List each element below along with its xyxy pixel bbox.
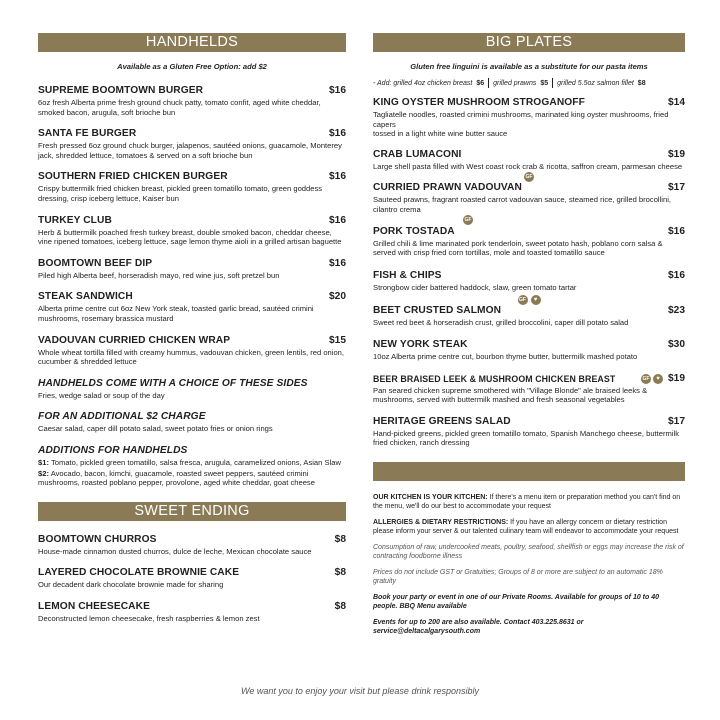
additions-title: ADDITIONS FOR HANDHELDS	[38, 444, 188, 456]
footer-note: We want you to enjoy your visit but please drink responsibly	[241, 686, 479, 696]
additions-1-label: $1:	[38, 457, 49, 467]
item-price: $19	[668, 148, 685, 160]
item-price: $16	[329, 171, 346, 183]
item-description: Herb & buttermilk poached fresh turkey breast, double smoked bacon, cheddar cheese, vine ripened tomatoes, iceberg lettuce, sage lemon thyme aioli in a grilled artisan baguette	[38, 227, 342, 247]
divider	[552, 78, 553, 88]
item-description: Alberta prime centre cut 6oz New York steak, toasted garlic bread, sautéed crimini mushrooms, rosemary brassica mustard	[38, 304, 314, 323]
addon-prawns: grilled prawns	[493, 79, 537, 87]
left-column	[38, 0, 346, 623]
info-section	[373, 493, 685, 636]
menu-item	[373, 97, 685, 139]
menu-item	[373, 373, 685, 405]
item-name: LAYERED CHOCOLATE BROWNIE CAKE	[38, 567, 240, 579]
item-description: 6oz fresh Alberta prime fresh ground chuck patty, tomato confit, aged white cheddar, smoked bacon, arugula, soft brioche bun	[38, 98, 321, 117]
addon-chicken-price: $6	[476, 79, 485, 87]
item-description-extra: tossed in a light white wine butter sauce	[373, 129, 508, 139]
item-description: Our decadent dark chocolate brownie made for sharing	[38, 580, 224, 590]
menu-item	[38, 128, 346, 160]
gluten-free-icon: GF	[525, 173, 533, 180]
badges	[373, 294, 685, 305]
item-name: SUPREME BOOMTOWN BURGER	[38, 85, 204, 96]
item-name: SANTA FE BURGER	[38, 128, 137, 140]
badges	[373, 215, 685, 226]
menu-item	[38, 258, 346, 281]
booking-note: Book your party or event in one of our Private Rooms. Available for groups of 10 to 40 people. BBQ Menu available	[373, 593, 660, 610]
item-price: $17	[668, 182, 685, 194]
gluten-free-icon: GF	[642, 375, 650, 382]
addon-prawns-price: $5	[540, 79, 549, 87]
menu-item	[373, 305, 685, 328]
item-price: $16	[668, 225, 685, 237]
menu-item	[38, 601, 346, 624]
item-price: $17	[668, 415, 685, 427]
item-name: STEAK SANDWICH	[38, 291, 133, 303]
item-description: House-made cinnamon dusted churros, dulce de leche, Mexican chocolate sauce	[38, 546, 312, 556]
item-name: CRAB LUMACONI	[373, 148, 462, 160]
item-name: PORK TOSTADA	[373, 225, 455, 237]
gluten-free-icon: GF	[519, 296, 526, 303]
additions-2	[38, 469, 346, 488]
handhelds-gluten-note: Available as a Gluten Free Option: add $2	[117, 62, 267, 71]
additions-2-label: $2:	[38, 468, 49, 478]
item-description: Sauteed prawns, fragrant roasted carrot vadouvan sauce, steamed rice, grilled brocollini, cilantro crema	[373, 195, 672, 214]
heart-icon: ♥	[653, 374, 663, 384]
item-name: SOUTHERN FRIED CHICKEN BURGER	[38, 171, 228, 183]
item-description: Hand-picked greens, pickled green tomatillo tomato, Spanish Manchego cheese, buttermilk fried chicken, ranch dressing	[373, 428, 680, 448]
menu-item	[373, 270, 685, 293]
item-name: BOOMTOWN BEEF DIP	[38, 257, 153, 269]
additions-2-text: Avocado, bacon, kimchi, guacamole, roasted sweet peppers, sautéed crimini mushrooms, roasted poblano pepper, provolone, aged white cheddar, goat cheese	[38, 468, 315, 488]
item-price: $20	[329, 291, 346, 303]
item-name: HERITAGE GREENS SALAD	[373, 415, 511, 427]
menu-item	[38, 291, 346, 323]
sides-block	[38, 378, 346, 401]
charge-block	[38, 411, 346, 434]
item-price: $16	[329, 257, 346, 269]
item-price: $8	[334, 600, 346, 612]
big-plates-header: BIG PLATES	[373, 33, 685, 52]
menu-item	[38, 85, 346, 117]
menu-item	[373, 182, 685, 214]
item-price: $16	[668, 269, 685, 281]
item-price: $19	[668, 372, 685, 384]
item-description: Crispy buttermilk fried chicken breast, pickled green tomatillo tomato, green goddess dressing, crisp iceberg lettuce, Kaiser bun	[38, 184, 323, 203]
menu-item	[373, 339, 685, 362]
item-name: FISH & CHIPS	[373, 269, 442, 281]
item-description: Fresh pressed 6oz ground chuck burger, jalapenos, sautéed onions, guacamole, Monterey jack, shredded lettuce, tomatoes & served on a soft brioche bun	[38, 141, 342, 160]
right-column	[373, 0, 685, 643]
big-plates-pasta-note: Gluten free linguini is available as a substitute for our pasta items	[410, 62, 648, 71]
menu-item	[373, 149, 685, 172]
sweet-ending-header: SWEET ENDING	[38, 502, 346, 521]
item-name: VADOUVAN CURRIED CHICKEN WRAP	[38, 334, 231, 346]
menu-item	[38, 215, 346, 247]
item-price: $16	[329, 214, 346, 226]
item-price: $14	[668, 97, 685, 108]
item-name: NEW YORK STEAK	[373, 338, 468, 350]
consumption-warning: Consumption of raw, undercooked meats, poultry, seafood, shellfish or eggs may increase the risk of contracting foodborne illness	[373, 543, 684, 560]
badges	[373, 171, 685, 182]
sides-title: HANDHELDS COME WITH A CHOICE OF THESE SIDES	[38, 377, 308, 389]
item-description: Large shell pasta filled with West coast rock crab & ricotta, saffron cream, parmesan cheese	[373, 161, 683, 171]
charge-title: FOR AN ADDITIONAL $2 CHARGE	[38, 411, 206, 423]
additions-1	[38, 458, 346, 468]
item-price: $16	[329, 128, 346, 140]
menu-item	[38, 567, 346, 590]
item-price: $8	[334, 533, 346, 545]
item-description: Whole wheat tortilla filled with creamy hummus, vadouvan chicken, green lentils, red onion, cucumber & shredded lettuce	[38, 347, 345, 367]
menu-item	[38, 171, 346, 203]
addon-chicken: - Add: grilled 4oz chicken breast	[373, 79, 473, 87]
item-name: KING OYSTER MUSHROOM STROGANOFF	[373, 97, 585, 108]
item-price: $23	[668, 305, 685, 317]
divider	[488, 78, 489, 88]
menu-item	[38, 335, 346, 367]
events-note: Events for up to 200 are also available. Contact 403.225.8631 or service@deltacalgarysouth.com	[373, 618, 584, 635]
item-description: Piled high Alberta beef, horseradish mayo, red wine jus, soft pretzel bun	[38, 270, 280, 280]
kitchen-note	[373, 493, 685, 511]
item-price: $15	[329, 334, 346, 346]
addon-salmon-price: $8	[637, 79, 646, 87]
item-description: Tagliatelle noodles, roasted crimini mushrooms, marinated king oyster mushrooms, fried capers	[373, 110, 669, 129]
info-header-bar	[373, 462, 685, 481]
item-description: Grilled chili & lime marinated pork tenderloin, sweet potato hash, poblano corn salsa & served with crisp fried corn tortillas, mole and toasted tomatillo sauce	[373, 238, 663, 258]
item-name: TURKEY CLUB	[38, 214, 112, 226]
allergy-text: If you have an allergy concern or dietary restriction please inform your server & our talented culinary team will endeavor to accommodate your request	[373, 518, 679, 535]
addons-row	[373, 78, 685, 88]
menu-item	[373, 226, 685, 258]
menu-item	[38, 534, 346, 557]
kitchen-label: OUR KITCHEN IS YOUR KITCHEN:	[373, 493, 488, 501]
item-name: BOOMTOWN CHURROS	[38, 533, 157, 545]
item-description: Pan seared chicken supreme smothered with "Village Blonde" ale braised leeks & mushrooms, served with buttermilk mashed and fresh seasonal vegetables	[373, 385, 648, 405]
handhelds-header: HANDHELDS	[38, 33, 346, 52]
additions-block	[38, 445, 346, 488]
item-price: $16	[329, 85, 346, 96]
sides-description: Fries, wedge salad or soup of the day	[38, 390, 165, 400]
item-name: LEMON CHEESECAKE	[38, 600, 150, 612]
item-description: 10oz Alberta prime centre cut, bourbon thyme butter, buttermilk mashed potato	[373, 351, 638, 361]
kitchen-text: If there's a menu item or preparation method you can't find on the menu, we'll do our best to accommodate your request	[373, 493, 681, 510]
item-name: BEET CRUSTED SALMON	[373, 305, 502, 317]
heart-icon: ♥	[531, 295, 541, 305]
allergy-label: ALLERGIES & DIETARY RESTRICTIONS:	[373, 518, 509, 526]
menu-item	[373, 416, 685, 448]
item-description: Strongbow cider battered haddock, slaw, green tomato tartar	[373, 282, 577, 292]
item-description: Sweet red beet & horseradish crust, grilled broccolini, caper dill potato salad	[373, 318, 629, 328]
additions-1-text: Tomato, pickled green tomatillo, salsa fresca, arugula, caramelized onions, Asian Slaw	[50, 457, 341, 467]
prices-note: Prices do not include GST or Gratuities; Groups of 8 or more are subject to an automatic 18% gratuity	[373, 568, 663, 585]
addon-salmon: grilled 5.5oz salmon fillet	[557, 79, 634, 87]
gluten-free-icon: GF	[464, 217, 472, 224]
item-price: $8	[334, 567, 346, 579]
item-price: $30	[668, 338, 685, 350]
allergy-note	[373, 518, 685, 536]
item-name: BEER BRAISED LEEK & MUSHROOM CHICKEN BREAST	[373, 373, 616, 384]
item-name: CURRIED PRAWN VADOUVAN	[373, 182, 522, 194]
charge-description: Caesar salad, caper dill potato salad, sweet potato fries or onion rings	[38, 424, 273, 434]
item-description: Deconstructed lemon cheesecake, fresh raspberries & lemon zest	[38, 613, 260, 623]
